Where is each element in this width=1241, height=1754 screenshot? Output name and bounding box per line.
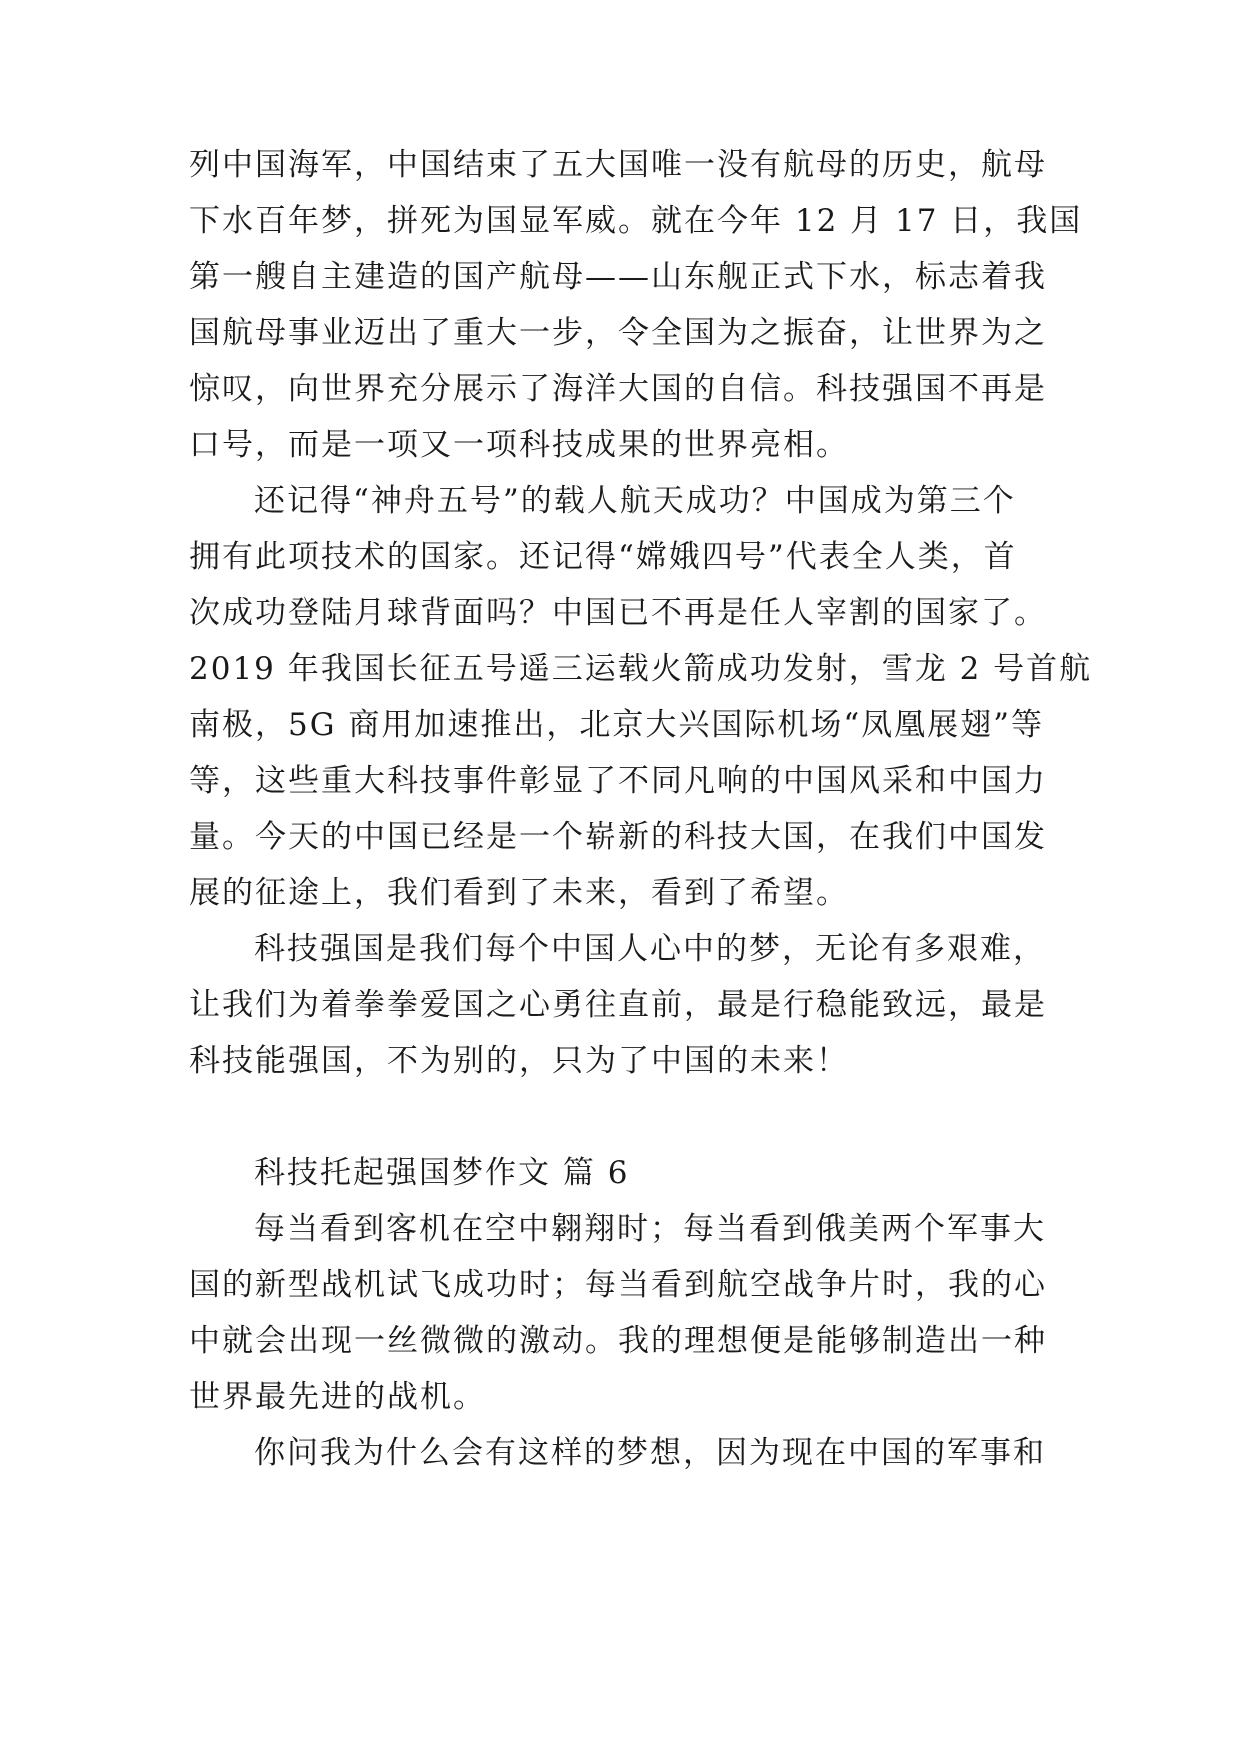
- text-line: 南极，5G 商用加速推出，北京大兴国际机场“凤凰展翅”等: [189, 707, 1045, 743]
- text-line: 还记得“神舟五号”的载人航天成功？中国成为第三个: [254, 483, 1016, 519]
- text-line: 拥有此项技术的国家。还记得“嫦娥四号”代表全人类，首: [189, 539, 1017, 575]
- text-line: 量。今天的中国已经是一个崭新的科技大国，在我们中国发: [189, 819, 1047, 855]
- text-line: 第一艘自主建造的国产航母——山东舰正式下水，标志着我: [189, 259, 1047, 295]
- section-heading: 科技托起强国梦作文 篇 6: [254, 1155, 630, 1191]
- text-line: 惊叹，向世界充分展示了海洋大国的自信。科技强国不再是: [189, 371, 1047, 407]
- text-line: 次成功登陆月球背面吗？中国已不再是任人宰割的国家了。: [189, 595, 1047, 631]
- text-line: 等，这些重大科技事件彰显了不同凡响的中国风采和中国力: [189, 763, 1047, 799]
- text-line: 每当看到客机在空中翱翔时；每当看到俄美两个军事大: [254, 1211, 1046, 1247]
- text-line: 下水百年梦，拼死为国显军威。就在今年 12 月 17 日，我国: [189, 203, 1083, 239]
- text-line: 展的征途上，我们看到了未来，看到了希望。: [189, 875, 849, 911]
- text-line: 国航母事业迈出了重大一步，令全国为之振奋，让世界为之: [189, 315, 1047, 351]
- text-line: 科技强国是我们每个中国人心中的梦，无论有多艰难，: [254, 931, 1046, 967]
- text-line: 口号，而是一项又一项科技成果的世界亮相。: [189, 427, 849, 463]
- text-line: 列中国海军，中国结束了五大国唯一没有航母的历史，航母: [189, 147, 1047, 183]
- text-line: 中就会出现一丝微微的激动。我的理想便是能够制造出一种: [189, 1323, 1047, 1359]
- text-line: 让我们为着拳拳爱国之心勇往直前，最是行稳能致远，最是: [189, 987, 1047, 1023]
- text-line: 世界最先进的战机。: [189, 1379, 486, 1415]
- text-line: 2019 年我国长征五号遥三运载火箭成功发射，雪龙 2 号首航: [189, 651, 1093, 687]
- text-line: 科技能强国，不为别的，只为了中国的未来！: [189, 1043, 849, 1079]
- text-line: 你问我为什么会有这样的梦想，因为现在中国的军事和: [254, 1435, 1046, 1471]
- text-line: 国的新型战机试飞成功时；每当看到航空战争片时，我的心: [189, 1267, 1047, 1303]
